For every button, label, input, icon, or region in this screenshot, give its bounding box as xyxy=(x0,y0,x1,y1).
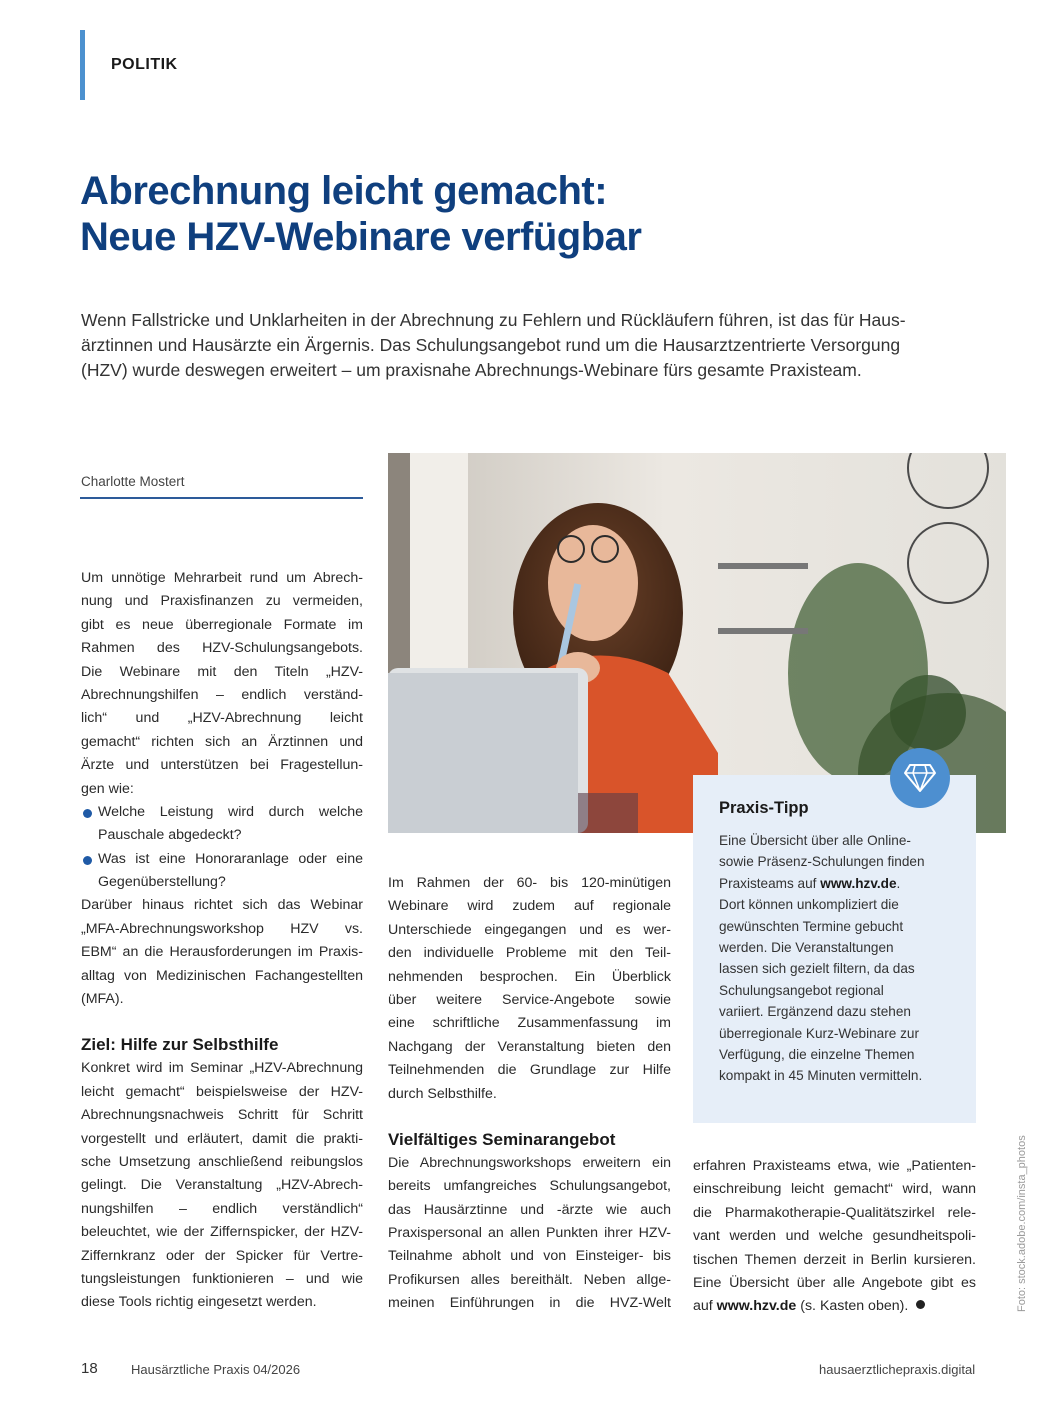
publication-name: Hausärztliche Praxis 04/2026 xyxy=(131,1362,301,1377)
tip-heading: Praxis-Tipp xyxy=(719,799,809,817)
tip-body: Eine Übersicht über alle Online- sowie Präsenz-Schulungen finden Praxisteams auf www.hzv.de. Dort können unkompliziert die gewünschten Termine gebucht werden. Die Veranstaltungen lassen sich gezielt filtern, da das Schulungsangebot regional variiert. Ergänzend dazu stehen überregionale Kurz-Webinare zur Verfügung, die einzelne Themen kompakt in 45 Minuten vermitteln. xyxy=(719,833,925,1084)
page-number: 18 xyxy=(81,1360,98,1377)
intro-line: Wenn Fallstricke und Unklarheiten in der Abrechnung zu Fehlern und Rückläufern führen, ist das für Haus- xyxy=(81,310,906,330)
end-mark xyxy=(916,1300,925,1309)
bullet-item: Welche Leistung wird durch welche Pauschale abgedeckt? xyxy=(81,801,363,848)
section-label: POLITIK xyxy=(111,56,178,73)
col2-para2: Die Abrechnungsworkshops erweitern ein bereits umfangreiches Schulungsangebot, das Hausärztinne und -ärzte wie auch Praxispersonal an allen Punkten ihrer HZV- Teilnahme abholt und von Einsteiger- bis Profikursen alles bereithält. Neben allge- meinen Einführungen in die HVZ-Welt xyxy=(388,1154,671,1312)
article-title xyxy=(80,168,980,260)
subheading-ziel: Ziel: Hilfe zur Selbsthilfe xyxy=(81,1035,279,1055)
col1-para2: Darüber hinaus richtet sich das Webinar „MFA-Abrechnungsworkshop HZV vs. EBM“ an die Herausforderungen im Praxis- alltag von Medizinischen Fachangestellten (MFA). xyxy=(81,897,363,1008)
article-intro xyxy=(81,308,981,383)
title-line-1: Abrechnung leicht gemacht: xyxy=(80,169,608,213)
bullet-dot xyxy=(83,809,92,818)
article-website-link[interactable]: www.hzv.de xyxy=(716,1298,797,1315)
author-name: Charlotte Mostert xyxy=(81,474,185,489)
bullet-item: Was ist eine Honoraranlage oder eine Gegenüberstellung? xyxy=(81,848,363,895)
column-1 xyxy=(81,567,363,1315)
photo-credit: Foto: stock.adobe.com/insta_photos xyxy=(1016,1135,1028,1312)
diamond-icon xyxy=(890,748,950,808)
intro-line: (HZV) wurde deswegen erweitert – um praxisnahe Abrechnungs-Webinare fürs gesamte Praxisteam. xyxy=(81,360,862,380)
column-3: erfahren Praxisteams etwa, wie „Patienten- einschreibung leicht gemacht“ wird, wann die Pharmakotherapie-Qualitätszirkel rele- vant werden und welche gesundheitspoli- tischen Themen derzeit in Berlin kursieren. Eine Übersicht über alle Angebote gibt es auf www.hzv.de (s. Kasten oben). xyxy=(693,1158,976,1315)
title-line-2: Neue HZV-Webinare verfügbar xyxy=(80,215,642,259)
column-2 xyxy=(388,872,671,1316)
intro-line: ärztinnen und Hausärzte ein Ärgernis. Das Schulungsangebot rund um die Hausarztzentrierte Versorgung xyxy=(81,335,901,355)
col1-para3: Konkret wird im Seminar „HZV-Abrechnung leicht gemacht“ beispielsweise der HZV- Abrechnungsnachweis Schritt für Schritt vorgestellt und erläutert, damit die prakti- sche Umsetzung anschließend reibungslos gelingt. Die Veranstaltung „HZV-Abrech- nungshilfen – endlich verständlich“ beleuchtet, wie der Ziffernspicker, der HZV- Ziffernkranz oder der Spicker für Vertre- tungsleistungen funktionieren – und wie diese Tools richtig eingesetzt werden. xyxy=(81,1060,363,1311)
tip-website-link[interactable]: www.hzv.de xyxy=(820,875,897,891)
subheading-seminarangebot: Vielfältiges Seminarangebot xyxy=(388,1129,616,1149)
author-divider xyxy=(80,497,363,499)
footer-website: hausaerztlichepraxis.digital xyxy=(819,1362,976,1377)
praxis-tipp-box xyxy=(693,775,976,1123)
section-accent-bar xyxy=(80,30,85,100)
bullet-dot xyxy=(83,856,92,865)
col1-para1: Um unnötige Mehrarbeit rund um Abrech- nung und Praxisfinanzen zu vermeiden, gibt es neue überregionale Formate im Rahmen des HZV-Schulungsangebots. Die Webinare mit den Titeln „HZV- Abrechnungshilfen – endlich verständ- lich“ und „HZV-Abrechnung leicht gemacht“ richten sich an Ärztinnen und Ärzte und unterstützen bei Fragestellun- gen wie: xyxy=(81,570,363,797)
col2-para1: Im Rahmen der 60- bis 120-minütigen Webinare wird zudem auf regionale Unterschiede eingegangen und es wer- den individuelle Probleme mit den Teil- nehmenden besprochen. Ein Überblick über weitere Service-Angebote sowie eine schriftliche Zusammenfassung im Nachgang der Veranstaltung bieten den Teilnehmenden die Grundlage zur Hilfe durch Selbsthilfe. xyxy=(388,875,671,1102)
